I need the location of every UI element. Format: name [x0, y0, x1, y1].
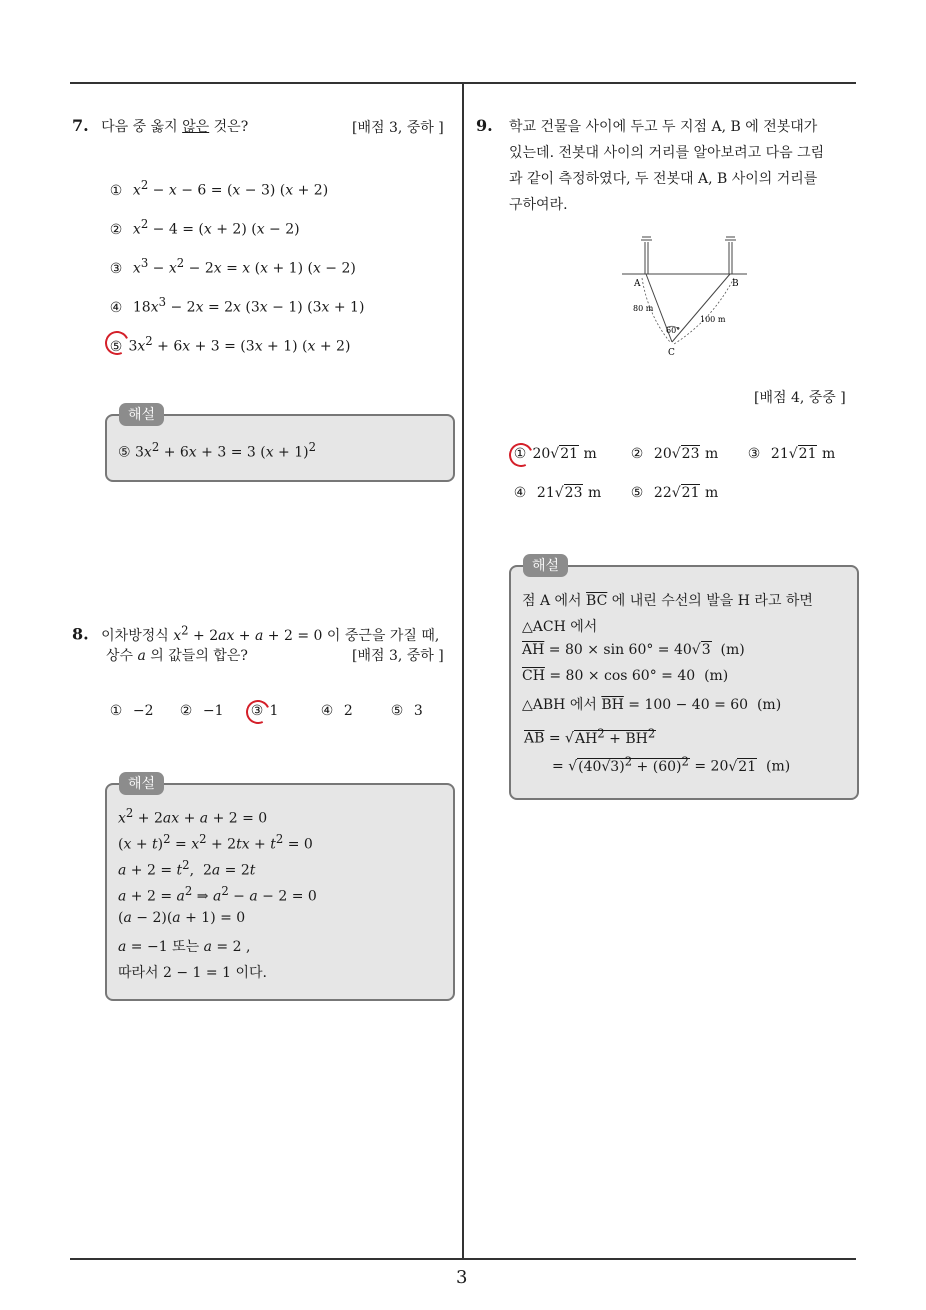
figure-label-a: A [634, 279, 641, 289]
q7-option-3[interactable]: ③ $x^3 - x^2 - 2x = x$ (x + 1) (x − 2) [109, 256, 356, 277]
figure-label-ac: 80 m [633, 304, 654, 313]
q9-solution-line-3: $\overline{AH} = 80 \times \sin 60^\circ = 40√3$ (m) [522, 642, 745, 658]
q9-solution-line-1: 점 A 에서 $\overline{BC}$ 에 내린 수선의 발을 H 라고 하면 [522, 593, 813, 609]
q8-solution-line-3: $a + 2 = t^2$, 2a = 2t [118, 858, 256, 879]
q7-option-2[interactable]: ② $x^2 - 4 = (x + 2) (x - 2)$ [109, 217, 300, 238]
q9-solution-line-7: = $√(40√3)^2 + (60)^2 = 20√21$ (m) [552, 754, 791, 775]
question-7-points: [배점 3, 중하 ] [352, 120, 444, 136]
figure-label-b: B [732, 279, 739, 289]
q8-option-1[interactable]: ① −2 [109, 703, 154, 719]
q9-solution-tag: 해설 [523, 554, 568, 577]
q9-option-3[interactable]: ③ 21√21 m [747, 446, 836, 462]
page-number: 3 [456, 1267, 468, 1288]
q8-solution-line-7: 따라서 2 − 1 = 1 이다. [118, 965, 267, 981]
question-7-text: 다음 중 옳지 않은 것은? [101, 119, 249, 135]
q9-option-1[interactable]: ① 20√21 m [513, 446, 597, 462]
q7-option-5[interactable]: ⑤ $3x^2 + 6x + 3 = (3x + 1) (x + 2)$ [109, 334, 351, 355]
q7-solution-line: ⑤ $3x^2 + 6x + 3 = 3$ $(x + 1)^2$ [118, 440, 317, 461]
q8-solution-line-5: (a − 2)(a + 1) = 0 [118, 910, 246, 926]
column-divider [462, 84, 464, 1259]
question-8-points: [배점 3, 중하 ] [352, 648, 444, 664]
question-8-line-1: 이차방정식 $x^2 + 2ax + a + 2 = 0$ 이 중근을 가질 때, [101, 623, 440, 644]
q7-option-1[interactable]: ① $x^2 - x - 6 = (x - 3) (x + 2)$ [109, 178, 329, 199]
figure-label-bc: 100 m [700, 315, 726, 324]
q8-solution-line-4: $a + 2 = a^2$ ⇒ $a^2 - a - 2 = 0$ [118, 884, 317, 905]
q9-option-4[interactable]: ④ 21√23 m [513, 485, 602, 501]
q9-solution-line-2: △ACH 에서 [522, 619, 598, 635]
q8-solution-line-1: $x^2 + 2ax + a + 2 = 0$ [118, 806, 268, 827]
question-7-number: 7. [72, 116, 89, 135]
q9-solution-line-5: △ABH 에서 $\overline{BH} = 100 - 40 = 60$ (m) [522, 697, 782, 713]
q7-solution-tag: 해설 [119, 403, 164, 426]
q9-solution-line-4: $\overline{CH} = 80 \times \cos 60^\circ = 40$ (m) [522, 668, 729, 684]
q8-option-4[interactable]: ④ 2 [320, 703, 353, 719]
question-8-line-2: 상수 a 의 값들의 합은? [106, 648, 248, 664]
q9-figure [612, 230, 757, 365]
q9-solution-line-6: $\overline{AB} = √AH^2 + \overline{BH}^2$ [524, 726, 656, 747]
question-9-points: [배점 4, 중중 ] [754, 390, 846, 406]
q8-selected-mark [243, 697, 274, 728]
q8-option-2[interactable]: ② −1 [179, 703, 224, 719]
q8-option-3[interactable]: ③ 1 [250, 703, 279, 719]
bottom-rule [70, 1258, 856, 1260]
q8-solution-tag: 해설 [119, 772, 164, 795]
q8-option-5[interactable]: ⑤ 3 [390, 703, 423, 719]
q9-option-2[interactable]: ② 20√23 m [630, 446, 719, 462]
q7-option-4[interactable]: ④ $18x^3 - 2x = 2x$ (3x − 1) (3x + 1) [109, 295, 365, 316]
question-9-number: 9. [476, 116, 493, 135]
q9-option-5[interactable]: ⑤ 22√21 m [630, 485, 719, 501]
q8-solution-line-6: a = −1 또는 a = 2 , [118, 939, 251, 955]
question-9-text: 학교 건물을 사이에 두고 두 지점 A, B 에 전봇대가 있는데. 전봇대 사이의 거리를 알아보려고 다음 그림 과 같이 측정하였다, 두 전봇대 A, B 사이의 거리를 구하여라. [509, 119, 825, 213]
figure-label-angle: 60° [666, 326, 681, 335]
question-8-number: 8. [72, 624, 89, 644]
q9-selected-mark [506, 440, 537, 471]
figure-label-c: C [668, 348, 675, 358]
q8-solution-line-2: $(x + t)^2 = x^2 + 2tx + t^2 = 0$ [118, 832, 313, 853]
